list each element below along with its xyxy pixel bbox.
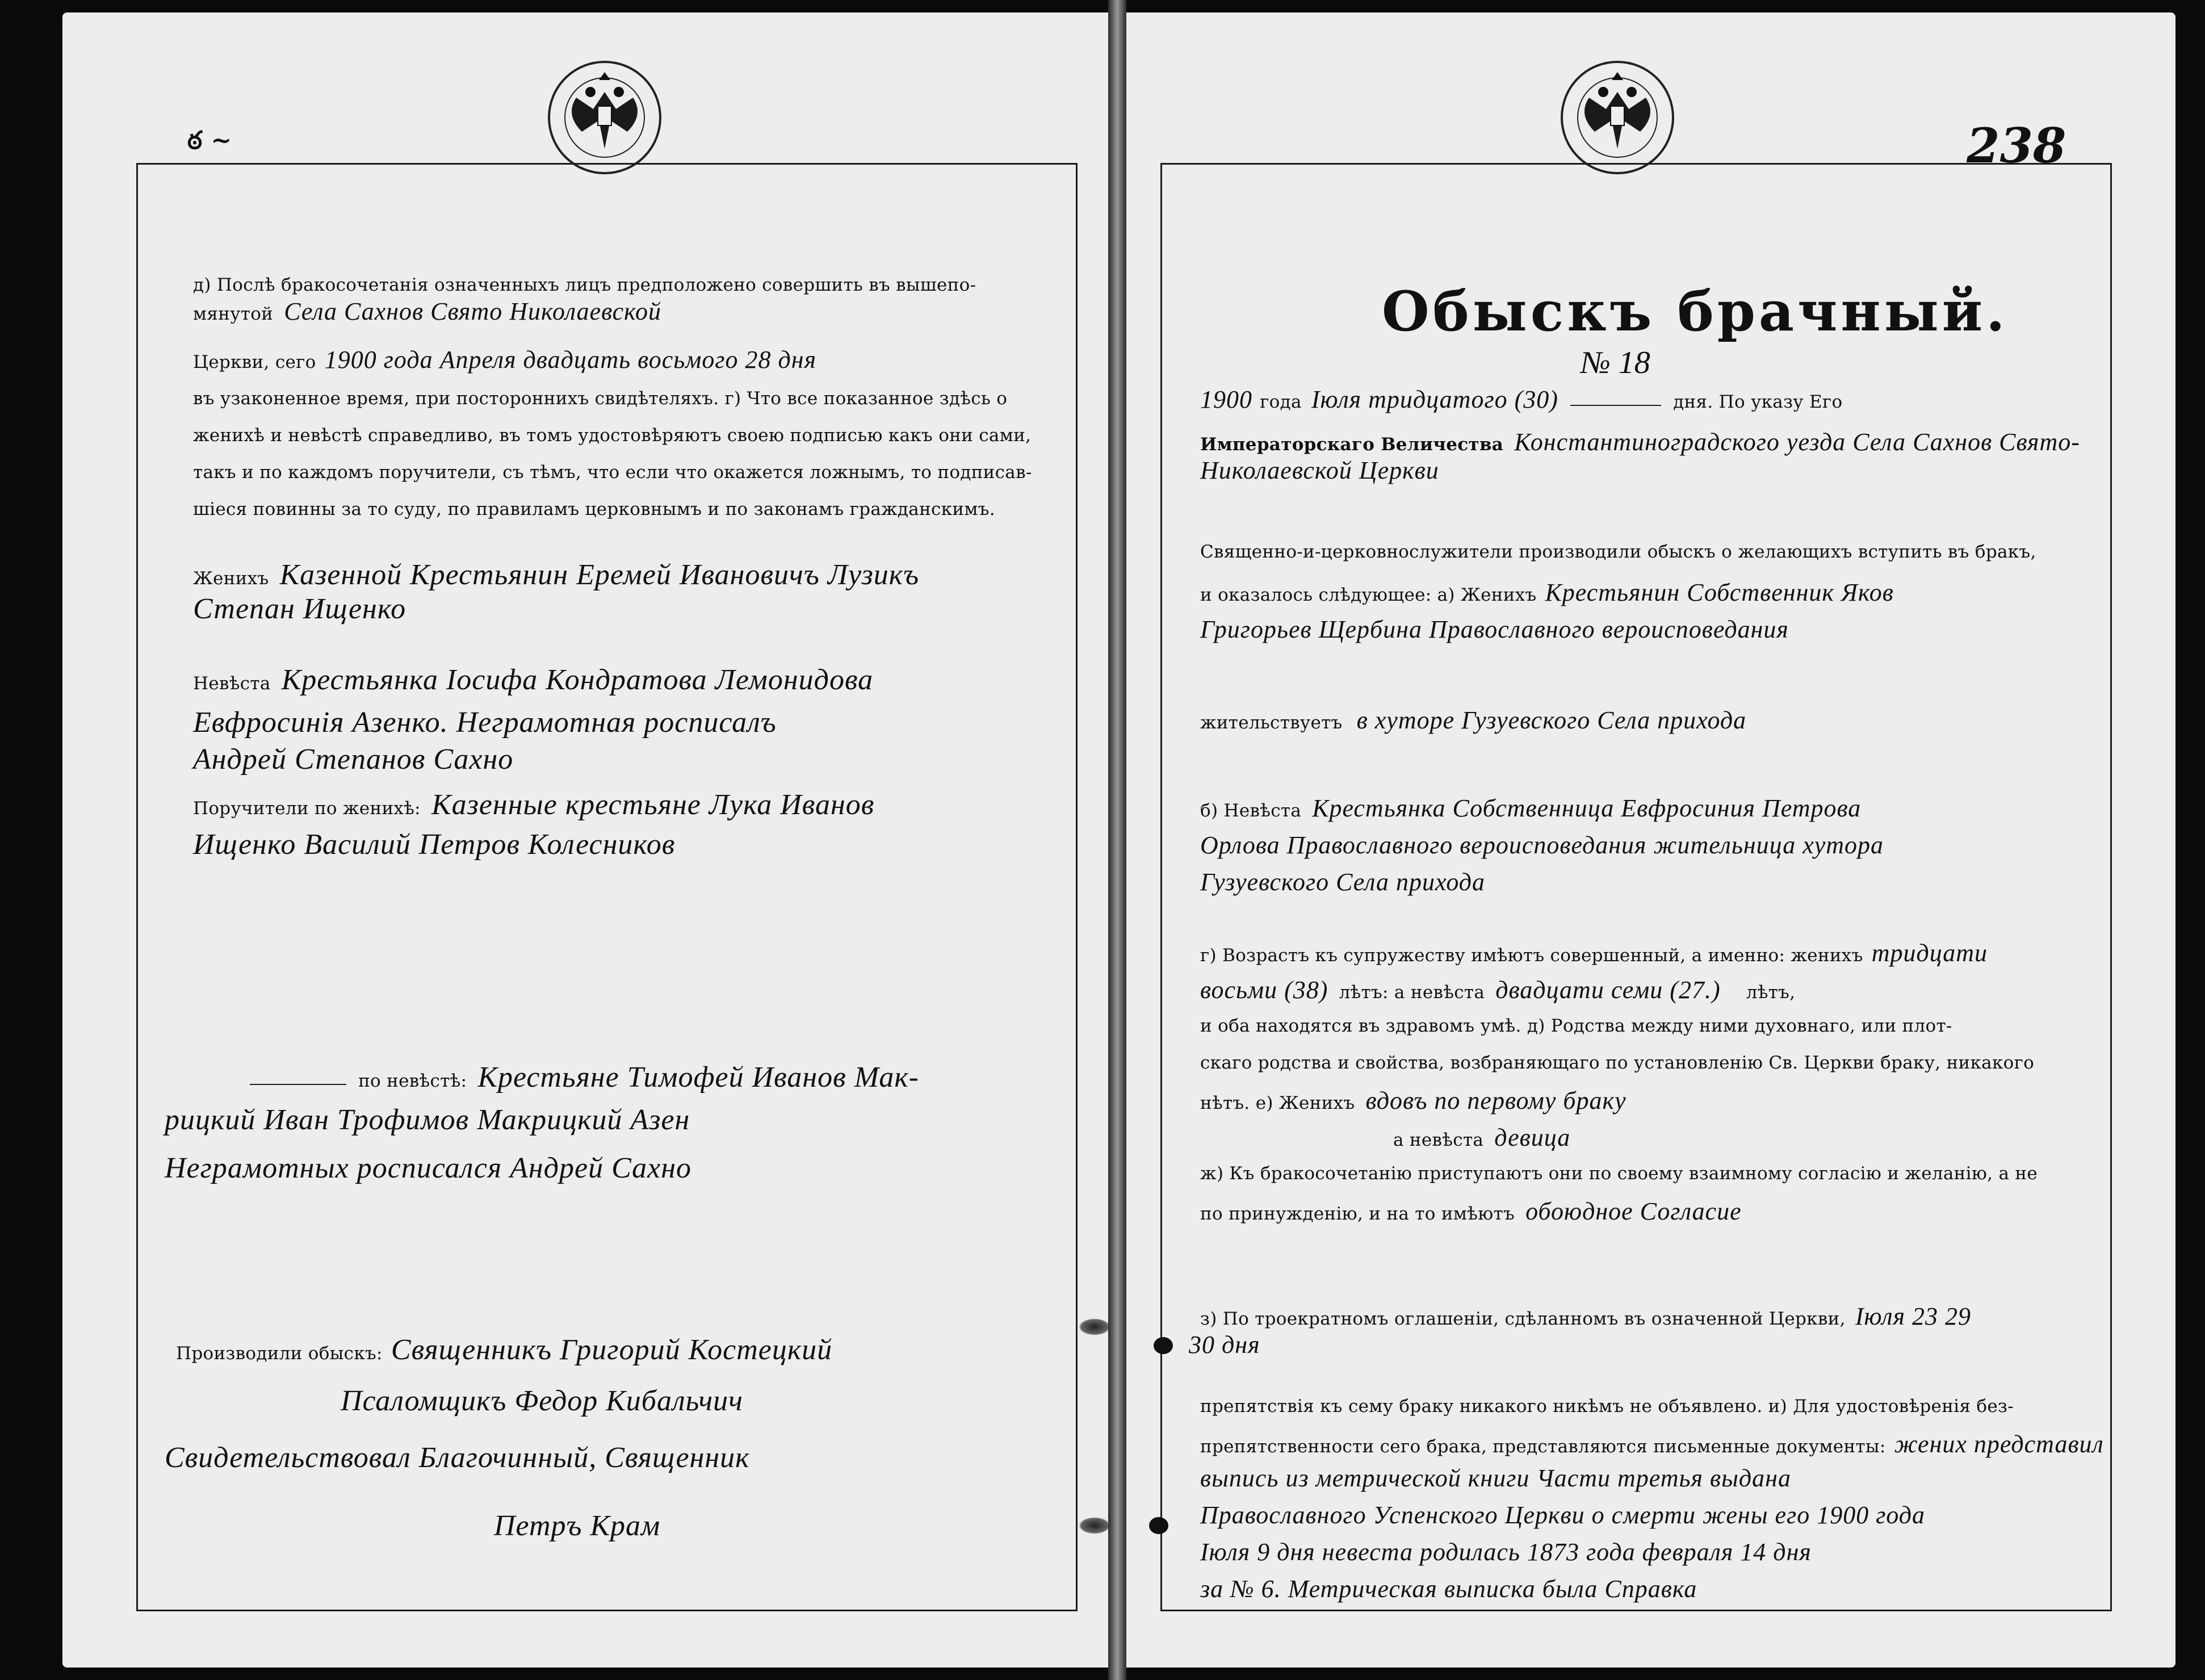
paragraph-5-line-4: въ узаконенное время, при постороннихъ свидѣтеляхъ. г) Что все показанное здѣсь о xyxy=(193,388,1008,409)
clergy-line-2 xyxy=(1200,580,1894,605)
right-page xyxy=(1126,12,2175,1668)
handwritten-bride: Крестьянка Собственница Евфросиния Петрова xyxy=(1312,794,1862,822)
groom-signature-line xyxy=(193,560,919,590)
impediments-line-2 xyxy=(1200,1432,2104,1457)
imperial-line xyxy=(1200,430,2080,455)
corner-mark: ఠ ~ xyxy=(187,126,232,155)
handwritten-bride-status: девица xyxy=(1494,1124,1571,1151)
groom-label: Женихъ xyxy=(193,568,269,589)
dash-rule xyxy=(1570,405,1661,406)
printed-text: Церкви, сего xyxy=(193,352,316,372)
conducted-by-line xyxy=(176,1335,832,1365)
double-headed-eagle-emblem-icon xyxy=(1549,58,1686,177)
handwritten-documents-4: Іюля 9 дня невеста родилась 1873 года февраля 14 дня xyxy=(1200,1538,1812,1566)
handwritten-bride-2: Орлова Православного вероисповедания жительница хутора xyxy=(1200,831,1884,859)
paragraph-5-line-3 xyxy=(193,347,816,372)
paragraph-5-line-5: женихѣ и невѣстѣ справедливо, въ томъ удостовѣряютъ своею подписью какъ они сами, xyxy=(193,425,1032,446)
bride-guarantors-signature: Крестьяне Тимофей Иванов Мак- xyxy=(477,1061,919,1094)
handwritten-documents-3: Православного Успенского Церкви о смерти жены его 1900 года xyxy=(1200,1501,1926,1529)
age-line-2 xyxy=(1200,978,1795,1003)
bride-signature-line xyxy=(193,665,873,695)
handwritten-groom-status: вдовъ по первому браку xyxy=(1365,1087,1626,1115)
bride-guarantors-signature-2: рицкий Иван Трофимов Макрицкий Азен xyxy=(165,1104,690,1136)
bride-line xyxy=(1200,796,1861,821)
binding-hole xyxy=(1079,1318,1108,1335)
printed-text: лѣтъ: а невѣста xyxy=(1339,982,1485,1003)
paragraph-5-line-7: шіеся повинны за то суду, по правиламъ церковнымъ и по законамъ гражданскимъ. xyxy=(193,499,995,519)
bride-signature-3: Андрей Степанов Сахно xyxy=(193,743,514,776)
kinship-line-3 xyxy=(1200,1088,1626,1113)
handwritten-documents: жених представил xyxy=(1894,1430,2104,1458)
handwritten-bride-age: двадцати семи (27.) xyxy=(1495,976,1721,1004)
handwritten-bride-3: Гузуевского Села прихода xyxy=(1200,868,1486,896)
record-number: № 18 xyxy=(1581,345,1650,380)
groom-signature: Казенной Крестьянин Еремей Ивановичъ Лузикъ xyxy=(279,559,920,591)
handwritten-year: 1900 xyxy=(1200,386,1252,413)
book-spine xyxy=(1108,0,1126,1680)
impediments-line-1: препятствія къ сему браку никакого никѣмъ не объявлено. и) Для удостовѣренія без- xyxy=(1200,1396,2014,1417)
handwritten-groom: Крестьянин Собственник Яков xyxy=(1545,579,1894,606)
printed-text: препятственности сего брака, представляются письменные документы: xyxy=(1200,1436,1886,1457)
dash-rule xyxy=(250,1084,346,1085)
left-page xyxy=(62,12,1108,1668)
handwritten-parish-2: Николаевской Церкви xyxy=(1200,456,1439,484)
ink-blot xyxy=(1149,1517,1168,1534)
printed-text: нѣтъ. е) Женихъ xyxy=(1200,1093,1355,1113)
printed-text: а невѣста xyxy=(1393,1130,1484,1150)
paragraph-5-line-6: такъ и по каждомъ поручители, съ тѣмъ, что если что окажется ложнымъ, то подписав- xyxy=(193,462,1032,483)
printed-text: мянутой xyxy=(193,304,274,324)
kinship-line-1: и оба находятся въ здравомъ умѣ. д) Родства между ними духовнаго, или плот- xyxy=(1200,1016,1952,1036)
handwritten-consent: обоюдное Согласие xyxy=(1525,1197,1742,1225)
page-number: 238 xyxy=(1967,118,2066,174)
date-line xyxy=(1200,387,1842,412)
handwritten-groom-age-2: восьми (38) xyxy=(1200,976,1328,1004)
document-title: Обыскъ брачный. xyxy=(1382,279,2009,343)
consent-line-1: ж) Къ бракосочетанію приступаютъ они по своему взаимному согласію и желанію, а не xyxy=(1200,1163,2038,1184)
residence-label: жительствуетъ xyxy=(1200,713,1343,733)
imperial-title: Императорскаго Величества xyxy=(1200,434,1504,455)
double-headed-eagle-emblem-icon xyxy=(536,58,673,177)
kinship-line-2: скаго родства и свойства, возбраняющаго по установленію Св. Церкви браку, никакого xyxy=(1200,1053,2035,1073)
printed-text: лѣтъ, xyxy=(1746,982,1796,1003)
bride-guarantors-line xyxy=(250,1063,919,1092)
handwritten-documents-2: выпись из метрической книги Части третья выдана xyxy=(1200,1464,1791,1492)
handwritten-residence: в хуторе Гузуевского Села прихода xyxy=(1356,706,1747,734)
banns-line xyxy=(1200,1304,1971,1329)
bride-label: б) Невѣста xyxy=(1200,801,1302,821)
priest-signature: Священникъ Григорий Костецкий xyxy=(391,1334,833,1366)
printed-text: з) По троекратномъ оглашеніи, сдѣланномъ въ означенной Церкви, xyxy=(1200,1309,1846,1329)
handwritten-banns-dates: Іюля 23 29 xyxy=(1855,1302,1972,1330)
consent-line-2 xyxy=(1200,1199,1742,1224)
printed-text: года xyxy=(1260,392,1302,412)
paragraph-5-line-2 xyxy=(193,299,661,324)
ink-blot xyxy=(1154,1337,1173,1354)
handwritten-date: 1900 года Апреля двадцать восьмого 28 дня xyxy=(324,346,817,374)
handwritten-groom-2: Григорьев Щербина Православного вероисповедания xyxy=(1200,615,1789,643)
dean-signature: Петръ Крам xyxy=(494,1510,661,1542)
bride-guarantors-signature-3: Неграмотных росписался Андрей Сахно xyxy=(165,1152,691,1184)
clergy-line-1: Священно-и-церковнослужители производили обыскъ о желающихъ вступить въ бракъ, xyxy=(1200,542,2036,562)
printed-text: дня. По указу Его xyxy=(1673,392,1843,412)
groom-signature-2: Степан Ищенко xyxy=(193,593,406,625)
bride-label: Невѣста xyxy=(193,673,271,694)
handwritten-church-name: Села Сахнов Свято Николаевской xyxy=(284,298,662,325)
age-line-1 xyxy=(1200,941,1988,966)
groom-guarantors-signature: Казенные крестьяне Лука Иванов xyxy=(431,789,875,821)
residence-line xyxy=(1200,708,1746,733)
handwritten-parish: Константиноградского уезда Села Сахнов Свято- xyxy=(1514,428,2080,456)
groom-guarantors-line xyxy=(193,790,874,820)
dean-witness-signature: Свидетельствовал Благочинный, Священник xyxy=(165,1442,750,1474)
binding-hole xyxy=(1079,1517,1108,1534)
printed-text: г) Возрастъ къ супружеству имѣютъ совершенный, а именно: женихъ xyxy=(1200,945,1863,966)
handwritten-documents-5: за № 6. Метрическая выписка была Справка xyxy=(1200,1575,1697,1603)
groom-guarantors-label: Поручители по женихѣ: xyxy=(193,798,421,819)
printed-text: по принужденію, и на то имѣютъ xyxy=(1200,1204,1515,1224)
groom-guarantors-signature-2: Ищенко Василий Петров Колесников xyxy=(193,828,676,861)
bride-signature-2: Евфросинія Азенко. Неграмотная росписалъ xyxy=(193,706,777,739)
bride-guarantors-label: по невѣстѣ: xyxy=(358,1071,467,1091)
handwritten-date: Іюля тридцатого (30) xyxy=(1311,386,1558,413)
conducted-by-label: Производили обыскъ: xyxy=(176,1343,383,1364)
printed-text: и оказалось слѣдующее: а) Женихъ xyxy=(1200,585,1537,605)
clerk-signature: Псаломщикъ Федор Кибальчич xyxy=(341,1385,743,1417)
bride-signature: Крестьянка Іосифа Кондратова Лемонидова xyxy=(281,664,874,696)
handwritten-groom-age: тридцати xyxy=(1871,939,1988,967)
paragraph-5-line-1: д) Послѣ бракосочетанія означенныхъ лицъ предположено совершить въ вышепо- xyxy=(193,275,976,295)
kinship-line-4 xyxy=(1393,1125,1570,1150)
handwritten-banns-dates-2: 30 дня xyxy=(1189,1331,1260,1359)
